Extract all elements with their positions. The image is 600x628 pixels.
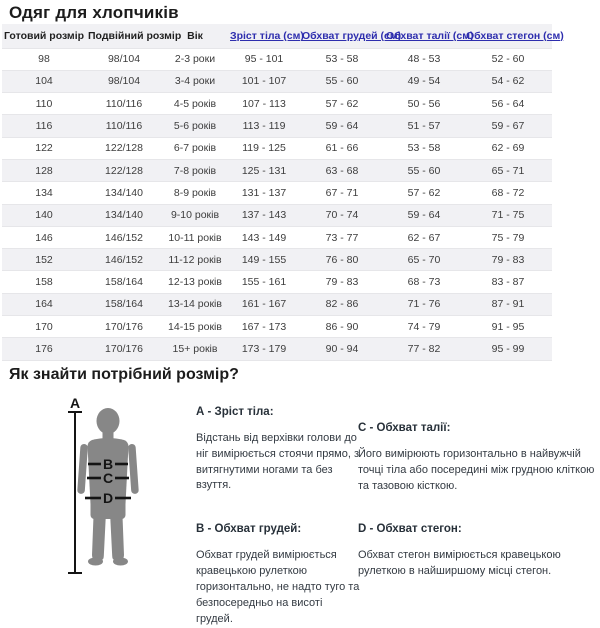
table-cell: 55 - 60 — [325, 75, 359, 88]
column-header-waist-link[interactable]: Обхват талії (см) — [386, 29, 474, 42]
table-cell: 170/176 — [105, 320, 143, 333]
measure-description-a: Відстань від верхівки голови до ніг вимірюється стоячи прямо, з витягнутими ногами та без взуття. — [196, 431, 360, 492]
table-cell: 50 - 56 — [407, 97, 441, 110]
table-cell: 9-10 років — [170, 209, 220, 222]
table-cell: 52 - 60 — [491, 53, 525, 66]
size-table-body — [2, 48, 552, 360]
table-cell: 71 - 75 — [491, 209, 525, 222]
table-cell: 3-4 роки — [174, 75, 216, 88]
table-cell: 62 - 69 — [491, 142, 525, 155]
table-cell: 158/164 — [105, 298, 143, 311]
table-cell: 63 - 68 — [325, 164, 359, 177]
table-row — [2, 182, 552, 204]
child-silhouette — [77, 408, 139, 566]
table-cell: 15+ років — [172, 343, 218, 355]
label-a: A — [69, 395, 81, 411]
table-cell: 57 - 62 — [325, 97, 359, 110]
table-cell: 90 - 94 — [325, 343, 359, 355]
table-cell: 65 - 70 — [407, 253, 441, 266]
table-cell: 86 - 90 — [325, 320, 359, 333]
table-cell: 65 - 71 — [491, 164, 525, 177]
table-cell: 12-13 років — [168, 276, 222, 289]
table-cell: 54 - 62 — [491, 75, 525, 88]
table-cell: 79 - 83 — [491, 253, 525, 266]
table-cell: 49 - 54 — [407, 75, 441, 88]
table-row — [2, 70, 552, 92]
table-cell: 170/176 — [105, 343, 143, 355]
table-cell: 152 — [35, 253, 53, 266]
table-row — [2, 48, 552, 70]
table-cell: 5-6 років — [173, 120, 217, 133]
table-cell: 62 - 67 — [407, 231, 441, 244]
table-cell: 82 - 86 — [325, 298, 359, 311]
table-cell: 75 - 79 — [491, 231, 525, 244]
table-cell: 91 - 95 — [491, 320, 525, 333]
measure-title-b: В - Обхват грудей: — [196, 523, 302, 536]
table-cell: 57 - 62 — [407, 186, 441, 199]
table-cell: 10-11 років — [168, 231, 222, 244]
table-cell: 170 — [35, 320, 53, 333]
guide-column-left — [196, 404, 361, 628]
column-header-hips-link[interactable]: Обхват стегон (см) — [466, 29, 564, 42]
table-cell: 48 - 53 — [407, 53, 441, 66]
table-cell: 68 - 72 — [491, 186, 525, 199]
label-b: B — [102, 456, 114, 472]
table-cell: 74 - 79 — [407, 320, 441, 333]
table-row — [2, 204, 552, 226]
table-cell: 59 - 67 — [491, 120, 525, 133]
table-cell: 134 — [35, 186, 53, 199]
table-cell: 122/128 — [105, 142, 143, 155]
table-row — [2, 338, 552, 360]
table-row — [2, 115, 552, 137]
table-cell: 73 - 77 — [325, 231, 359, 244]
table-row — [2, 316, 552, 338]
table-cell: 104 — [35, 75, 53, 88]
measure-title-a: А - Зріст тіла: — [196, 406, 274, 418]
guide-item-waist — [358, 420, 596, 494]
table-cell: 110/116 — [105, 97, 143, 110]
table-cell: 176 — [35, 343, 53, 355]
measurement-figure — [30, 392, 190, 592]
table-cell: 146 — [35, 231, 53, 244]
table-cell: 11-12 років — [168, 253, 222, 266]
table-cell: 70 - 74 — [325, 209, 359, 222]
guide-item-chest — [196, 521, 361, 627]
table-cell: 55 - 60 — [407, 164, 441, 177]
table-cell: 6-7 років — [173, 142, 217, 155]
table-row — [2, 226, 552, 248]
table-header-row — [2, 24, 552, 48]
table-cell: 167 - 173 — [241, 320, 287, 333]
table-cell: 149 - 155 — [241, 253, 287, 266]
table-cell: 59 - 64 — [407, 209, 441, 222]
table-cell: 119 - 125 — [242, 142, 286, 155]
table-cell: 122/128 — [105, 164, 143, 177]
table-cell: 122 — [35, 142, 53, 155]
table-cell: 59 - 64 — [325, 120, 359, 133]
table-cell: 77 - 82 — [407, 343, 441, 355]
table-row — [2, 271, 552, 293]
table-cell: 146/152 — [105, 231, 143, 244]
table-cell: 56 - 64 — [491, 97, 525, 110]
table-cell: 53 - 58 — [325, 53, 359, 66]
column-header-age: Вік — [187, 29, 203, 42]
table-cell: 164 — [35, 298, 53, 311]
table-cell: 134/140 — [105, 209, 143, 222]
table-cell: 143 - 149 — [241, 231, 287, 244]
size-table — [2, 24, 564, 361]
guide-item-height — [196, 404, 361, 494]
table-cell: 155 - 161 — [241, 276, 287, 289]
label-c: C — [102, 470, 114, 486]
table-row — [2, 249, 552, 271]
table-cell: 2-3 роки — [174, 53, 216, 66]
label-d: D — [102, 490, 114, 506]
table-cell: 101 - 107 — [241, 75, 287, 88]
table-cell: 98/104 — [107, 75, 141, 88]
measure-description-c: Його вимірюють горизонтально в найвужчій точці тіла або посередині між грудною кліткою та тазовою кісткою. — [358, 447, 595, 492]
table-cell: 131 - 137 — [241, 186, 287, 199]
table-cell: 137 - 143 — [241, 209, 287, 222]
table-cell: 4-5 років — [173, 97, 217, 110]
column-header-height-link[interactable]: Зріст тіла (см) — [230, 29, 304, 42]
table-cell: 134/140 — [105, 186, 143, 199]
table-cell: 61 - 66 — [325, 142, 359, 155]
table-cell: 98 — [38, 53, 50, 66]
table-cell: 95 - 101 — [244, 53, 284, 66]
table-row — [2, 159, 552, 181]
table-cell: 125 - 131 — [241, 164, 287, 177]
guide-item-hips — [358, 521, 596, 580]
table-cell: 87 - 91 — [491, 298, 525, 311]
table-cell: 83 - 87 — [491, 276, 525, 289]
measure-description-d: Обхват стегон вимірюється кравецькою рулеткою в найширшому місці стегон. — [358, 549, 561, 578]
child-silhouette-diagram — [30, 392, 190, 592]
column-header-double-size: Подвійний розмір — [88, 29, 182, 42]
table-cell: 67 - 71 — [325, 186, 359, 199]
measure-title-c: С - Обхват талії: — [358, 422, 451, 434]
table-cell: 128 — [35, 164, 53, 177]
table-cell: 140 — [35, 209, 53, 222]
measure-description-b: Обхват грудей вимірюється кравецькою рулеткою горизонтально, не надто туго та безпосередньо на висоті грудей. — [196, 549, 360, 625]
table-cell: 8-9 років — [173, 186, 217, 199]
table-cell: 14-15 років — [168, 320, 222, 333]
table-cell: 68 - 73 — [407, 276, 441, 289]
table-cell: 158 — [35, 276, 53, 289]
table-cell: 98/104 — [107, 53, 141, 66]
page-title: Одяг для хлопчиків — [9, 3, 179, 22]
table-cell: 79 - 83 — [325, 276, 359, 289]
table-row — [2, 137, 552, 159]
table-cell: 107 - 113 — [242, 97, 286, 110]
table-row — [2, 293, 552, 315]
table-cell: 161 - 167 — [241, 298, 287, 311]
measure-title-d: D - Обхват стегон: — [358, 523, 462, 536]
guide-column-right — [358, 420, 596, 580]
table-cell: 110 — [35, 97, 53, 110]
column-header-ready-size: Готовий розмір — [4, 29, 85, 42]
guide-section-title: Як знайти потрібний розмір? — [9, 366, 239, 383]
column-header-chest-link[interactable]: Обхват грудей (см) — [302, 29, 402, 42]
table-cell: 71 - 76 — [407, 298, 441, 311]
table-cell: 76 - 80 — [325, 253, 359, 266]
table-cell: 116 — [35, 120, 53, 133]
table-cell: 146/152 — [105, 253, 143, 266]
table-cell: 7-8 років — [173, 164, 217, 177]
table-cell: 158/164 — [105, 276, 143, 289]
table-cell: 110/116 — [105, 120, 143, 133]
table-cell: 173 - 179 — [241, 343, 287, 355]
table-cell: 53 - 58 — [407, 142, 441, 155]
table-cell: 95 - 99 — [491, 343, 525, 355]
table-cell: 13-14 років — [168, 298, 222, 311]
table-cell: 51 - 57 — [407, 120, 441, 133]
table-cell: 113 - 119 — [242, 120, 286, 133]
table-row — [2, 93, 552, 115]
